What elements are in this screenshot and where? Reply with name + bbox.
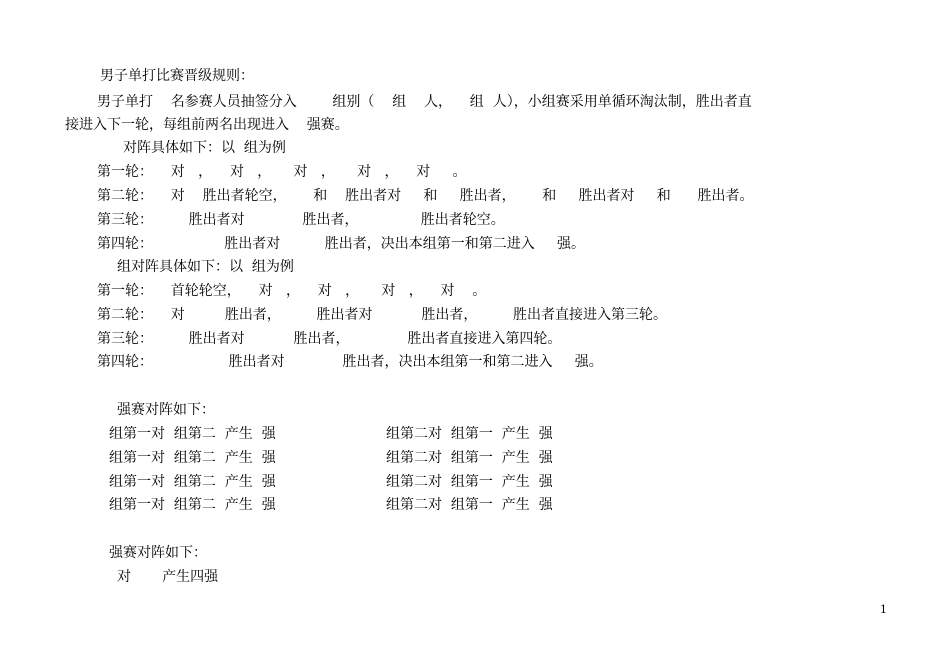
- page-number: 1: [880, 603, 887, 616]
- document-title: 男子单打比赛晋级规则：: [100, 68, 254, 84]
- bracket-16-right-1: 组第二对 组第一 产生 强: [386, 426, 553, 442]
- group-b-round-3: 第三轮： 胜出者对 胜出者， 胜出者直接进入第四轮。: [97, 331, 562, 347]
- bracket-16-right-2: 组第二对 组第一 产生 强: [386, 450, 553, 466]
- bracket-8-line: 对 产生四强: [117, 569, 219, 585]
- group-b-round-4: 第四轮： 胜出者对 胜出者，决出本组第一和第二进入 强。: [97, 354, 603, 370]
- bracket-16-left-1: 组第一对 组第二 产生 强: [109, 426, 276, 442]
- group-b-round-2: 第二轮： 对 胜出者， 胜出者对 胜出者， 胜出者直接进入第三轮。: [97, 307, 668, 323]
- intro-paragraph-line-1: 男子单打 名参赛人员抽签分入 组别（ 组 人， 组 人），小组赛采用单循环淘汰制，胜出者直: [97, 94, 752, 110]
- group-a-round-2: 第二轮： 对 胜出者轮空， 和 胜出者对 和 胜出者， 和 胜出者对 和 胜出者。: [97, 188, 754, 204]
- bracket-8-heading: 强赛对阵如下：: [109, 545, 207, 561]
- group-a-round-1: 第一轮： 对 ， 对 ， 对 ， 对 ， 对 。: [97, 164, 467, 180]
- bracket-16-right-4: 组第二对 组第一 产生 强: [386, 497, 553, 513]
- intro-paragraph-line-2: 接进入下一轮，每组前两名出现进入 强赛。: [65, 117, 349, 133]
- bracket-16-left-4: 组第一对 组第二 产生 强: [109, 497, 276, 513]
- group-a-heading: 对阵具体如下：以 组为例: [123, 140, 286, 156]
- group-b-heading: 组对阵具体如下：以 组为例: [117, 259, 294, 275]
- bracket-16-left-2: 组第一对 组第二 产生 强: [109, 450, 276, 466]
- bracket-16-left-3: 组第一对 组第二 产生 强: [109, 474, 276, 490]
- bracket-16-right-3: 组第二对 组第一 产生 强: [386, 474, 553, 490]
- group-b-round-1: 第一轮： 首轮轮空， 对 ， 对 ， 对 ， 对 。: [97, 283, 487, 299]
- group-a-round-3: 第三轮： 胜出者对 胜出者， 胜出者轮空。: [97, 212, 505, 228]
- bracket-16-heading: 强赛对阵如下：: [117, 402, 215, 418]
- group-a-round-4: 第四轮： 胜出者对 胜出者，决出本组第一和第二进入 强。: [97, 236, 585, 252]
